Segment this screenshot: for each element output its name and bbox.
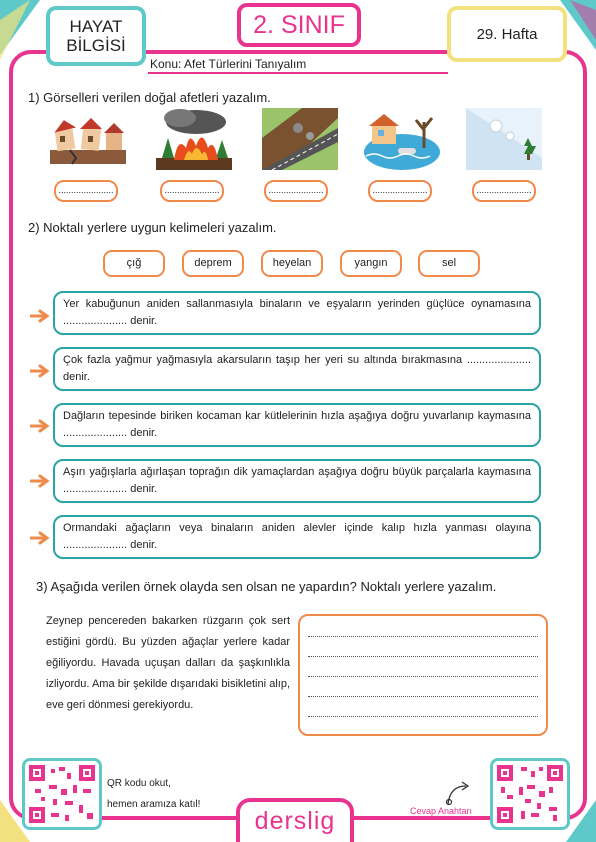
answer-blank-2[interactable]: ......................	[160, 180, 224, 202]
word-option: sel	[418, 250, 480, 277]
avalanche-image	[466, 108, 542, 170]
answer-blank-3[interactable]: ......................	[264, 180, 328, 202]
answer-line[interactable]	[308, 636, 538, 637]
week-tab	[447, 6, 567, 62]
wildfire-image	[156, 108, 232, 170]
word-option: çığ	[103, 250, 165, 277]
arrow-icon	[30, 419, 52, 433]
arrow-icon	[30, 531, 52, 545]
answer-line[interactable]	[308, 676, 538, 677]
flood-image	[364, 108, 440, 170]
answer-blank-1[interactable]: ......................	[54, 180, 118, 202]
brand-logo: derslig	[236, 798, 354, 842]
question-2-title: 2) Noktalı yerlere uygun kelimeleri yazalım.	[28, 220, 277, 235]
answer-line[interactable]	[308, 716, 538, 717]
sentence-4: Aşırı yağışlarla ağırlaşan toprağın dik yamaçlardan aşağıya doğru büyük parçalarla kaymasına ..................... denir.	[53, 459, 541, 503]
curved-arrow-icon	[444, 780, 478, 806]
arrow-icon	[30, 309, 52, 323]
qr-caption-line-2: hemen aramıza katıl!	[107, 799, 201, 810]
story-text: Zeynep pencereden bakarken rüzgarın çok sert estiğini gördü. Bu yüzden ağaçlar yerlere kadar eğiliyordu. Havada uçuşan dalları da şaşkınlıkla izliyordu. Ama bir şekilde dışarıdaki bisikletini alıp, eve geri dönmesi gerekiyordu.	[46, 615, 290, 711]
sentence-2: Çok fazla yağmur yağmasıyla akarsuların taşıp her yeri su altında bırakmasına ..................... denir.	[53, 347, 541, 391]
answer-line[interactable]	[308, 656, 538, 657]
answer-line[interactable]	[308, 696, 538, 697]
question-3-title: 3) Aşağıda verilen örnek olayda sen olsan ne yapardın? Noktalı yerlere yazalım.	[36, 579, 497, 594]
landslide-image	[262, 108, 338, 170]
qr-code-answer-key[interactable]	[490, 758, 570, 830]
earthquake-image	[50, 108, 126, 170]
subject-label: HAYAT BİLGİSİ	[66, 17, 126, 55]
qr-code-icon	[29, 765, 95, 823]
word-option: heyelan	[261, 250, 323, 277]
qr-caption	[107, 773, 200, 815]
week-label: 29. Hafta	[476, 25, 538, 43]
answer-key-label: Cevap Anahtarı	[410, 806, 473, 816]
answer-box[interactable]	[298, 614, 548, 736]
subject-tab	[46, 6, 146, 66]
topic-title: Konu: Afet Türlerini Tanıyalım	[148, 54, 448, 74]
answer-blank-5[interactable]: ......................	[472, 180, 536, 202]
sentence-1: Yer kabuğunun aniden sallanmasıyla binaların ve eşyaların yerinden güçlüce oynamasına ..................... denir.	[53, 291, 541, 335]
question-1-title: 1) Görselleri verilen doğal afetleri yazalım.	[28, 90, 271, 105]
answer-blank-4[interactable]: ......................	[368, 180, 432, 202]
arrow-icon	[30, 474, 52, 488]
grade-label: 2. SINIF	[253, 10, 345, 39]
word-option: deprem	[182, 250, 244, 277]
grade-tab	[237, 3, 361, 47]
arrow-icon	[30, 364, 52, 378]
word-option: yangın	[340, 250, 402, 277]
qr-code-icon	[497, 765, 563, 823]
qr-caption-line-1: QR kodu okut,	[107, 778, 171, 789]
sentence-3: Dağların tepesinde biriken kocaman kar kütlelerinin hızla aşağıya doğru yuvarlanıp kaymasına ..................... denir.	[53, 403, 541, 447]
sentence-5: Ormandaki ağaçların veya binaların aniden alevler içinde kalıp hızla yanması olayına ..................... denir.	[53, 515, 541, 559]
qr-code-join[interactable]	[22, 758, 102, 830]
